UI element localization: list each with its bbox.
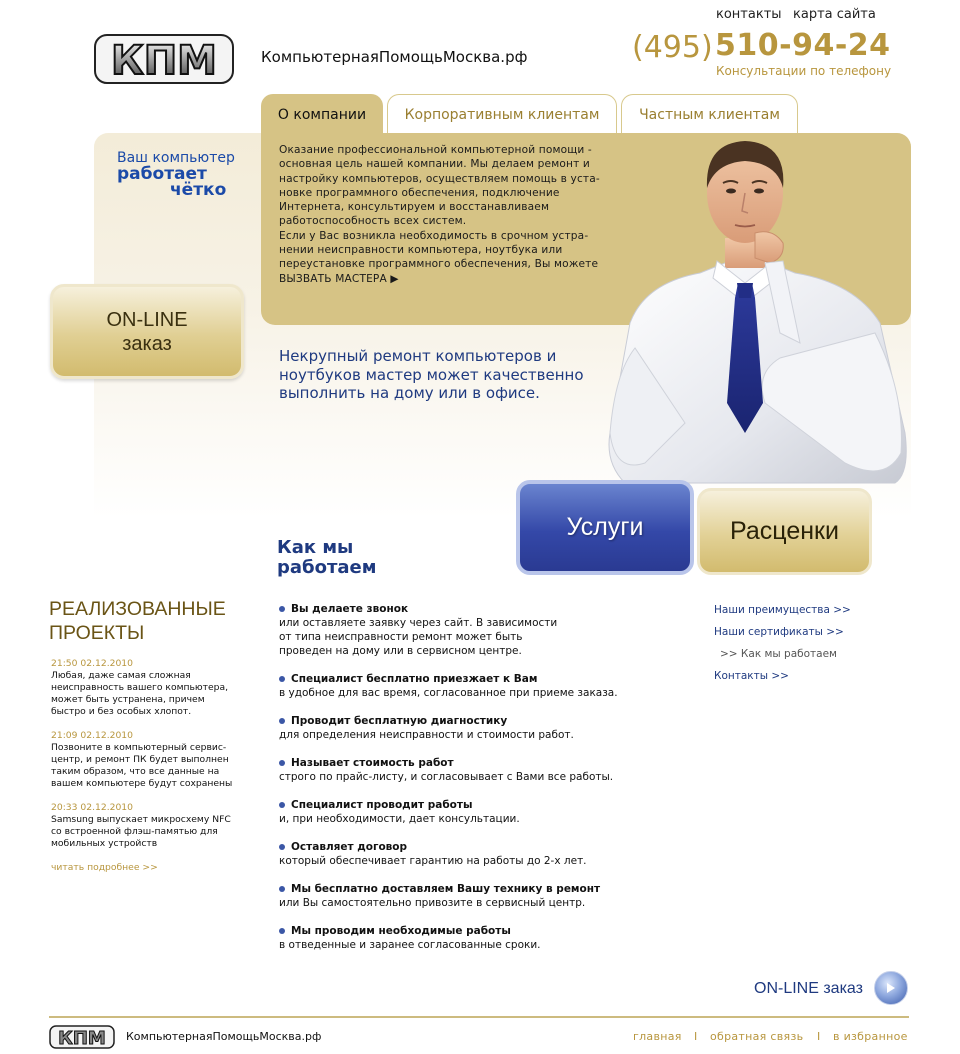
phone-caption: Консультации по телефону bbox=[716, 64, 892, 78]
projects-title-line-1: РЕАЛИЗОВАННЫЕ bbox=[49, 598, 226, 620]
step-item bbox=[279, 924, 639, 952]
news-item[interactable] bbox=[51, 658, 241, 718]
hero-paragraph-1: Оказание профессиональной компьютерной помощи - основная цель нашей компании. Мы делаем ремонт и настройку компьютеров, осуществляем помощь в уста-новке программного обеспечения, подключение Интернета, консультируем и восстанавливаем работоспособность всех систем. bbox=[279, 144, 600, 228]
nav-advantages[interactable]: Наши преимущества >> bbox=[714, 604, 851, 616]
hero-photo bbox=[605, 133, 911, 518]
read-more-link[interactable]: читать подробнее >> bbox=[51, 862, 158, 873]
footer-site-name: КомпьютернаяПомощьМосква.рф bbox=[126, 1030, 322, 1043]
footer-logo[interactable] bbox=[49, 1025, 115, 1049]
news-text: Позвоните в компьютерный сервис-центр, и ремонт ПК будет выполнен таким образом, что все данные на вашем компьютере будут сохранены bbox=[51, 742, 233, 789]
step-desc: или Вы самостоятельно привозите в сервисный центр. bbox=[279, 897, 586, 909]
nav-how-we-work[interactable]: >> Как мы работаем bbox=[720, 648, 837, 660]
slogan-line-3: чётко bbox=[170, 180, 227, 200]
step-desc: и, при необходимости, дает консультации. bbox=[279, 813, 520, 825]
services-button-label: Услуги bbox=[566, 513, 644, 541]
step-item bbox=[279, 882, 639, 910]
nav-certificates[interactable]: Наши сертификаты >> bbox=[714, 626, 844, 638]
news-text: Samsung выпускает микросхему NFC со встроенной флэш-памятью для мобильных устройств bbox=[51, 814, 231, 849]
online-order-label-2: заказ bbox=[122, 332, 172, 355]
step-item bbox=[279, 756, 639, 784]
footer-divider bbox=[49, 1016, 909, 1018]
logo-graphic bbox=[94, 34, 234, 84]
step-title: Мы проводим необходимые работы bbox=[279, 924, 639, 938]
phone-number: 510-94-24 bbox=[715, 28, 891, 63]
slogan-line-2: работает bbox=[117, 164, 207, 184]
arrow-right-icon bbox=[883, 980, 899, 996]
logo[interactable] bbox=[94, 34, 234, 84]
projects-title bbox=[49, 597, 226, 645]
svg-text:КПМ: КПМ bbox=[111, 38, 217, 84]
news-date: 21:09 02.12.2010 bbox=[51, 730, 134, 741]
news-item[interactable] bbox=[51, 802, 241, 850]
call-master-link[interactable]: ВЫЗВАТЬ МАСТЕРА ▶ bbox=[279, 272, 399, 285]
step-title: Оставляет договор bbox=[279, 840, 639, 854]
step-item bbox=[279, 602, 639, 658]
footer-logo-graphic bbox=[49, 1025, 115, 1049]
news-item[interactable] bbox=[51, 730, 241, 790]
news-date: 20:33 02.12.2010 bbox=[51, 802, 134, 813]
news-date: 21:50 02.12.2010 bbox=[51, 658, 134, 669]
hero-paragraph-2 bbox=[279, 229, 609, 286]
step-desc: для определения неисправности и стоимости работ. bbox=[279, 729, 574, 741]
online-order-icon[interactable] bbox=[874, 971, 908, 1005]
step-title: Называет стоимость работ bbox=[279, 756, 639, 770]
slogan-line-1: Ваш компьютер bbox=[117, 150, 235, 166]
nav-contacts[interactable]: Контакты >> bbox=[714, 670, 789, 682]
top-link-sitemap[interactable]: карта сайта bbox=[793, 7, 876, 22]
step-title: Мы бесплатно доставляем Вашу технику в ремонт bbox=[279, 882, 639, 896]
prices-button-label: Расценки bbox=[730, 517, 839, 545]
hero-text bbox=[279, 143, 609, 286]
step-desc: в отведенные и заранее согласованные сроки. bbox=[279, 939, 541, 951]
how-we-work-title-line-2: работаем bbox=[277, 557, 377, 578]
online-order-label-1: ON-LINE bbox=[106, 308, 188, 331]
step-title: Специалист бесплатно приезжает к Вам bbox=[279, 672, 639, 686]
step-item bbox=[279, 714, 639, 742]
footer-link-favorites[interactable]: в избранное bbox=[833, 1030, 908, 1043]
hero-paragraph-2-text: Если у Вас возникла необходимость в срочном устра-нении неисправности компьютера, ноутбука или переустановке программного обеспечения, Вы можете bbox=[279, 229, 599, 271]
how-we-work-title bbox=[277, 538, 376, 578]
site-name: КомпьютернаяПомощьМосква.рф bbox=[261, 48, 528, 66]
step-desc: строго по прайс-листу, и согласовывает с Вами все работы. bbox=[279, 771, 614, 783]
step-item bbox=[279, 798, 639, 826]
footer-link-home[interactable]: главная bbox=[633, 1030, 682, 1043]
news-text: Любая, даже самая сложная неисправность вашего компьютера, может быть устранена, причем быстро и без особых хлопот. bbox=[51, 670, 229, 717]
step-desc: или оставляете заявку через сайт. В зависимости от типа неисправности ремонт может быть проведен на дому или в сервисном центре. bbox=[279, 617, 558, 657]
online-order-button[interactable] bbox=[50, 284, 244, 379]
how-we-work-title-line-1: Как мы bbox=[277, 537, 354, 558]
hero-blue-text: Некрупный ремонт компьютеров и ноутбуков мастер может качественно выполнить на дому или в офисе. bbox=[279, 347, 584, 402]
projects-title-line-2: ПРОЕКТЫ bbox=[49, 622, 145, 644]
tab-private[interactable]: Частным клиентам bbox=[621, 94, 798, 134]
footer-link-feedback[interactable]: обратная связь bbox=[710, 1030, 804, 1043]
step-desc: который обеспечивает гарантию на работы до 2-х лет. bbox=[279, 855, 587, 867]
step-desc: в удобное для вас время, согласованное при приеме заказа. bbox=[279, 687, 618, 699]
svg-text:КПМ: КПМ bbox=[58, 1028, 106, 1049]
tab-about[interactable]: О компании bbox=[261, 94, 383, 134]
online-order-link[interactable]: ON-LINE заказ bbox=[754, 980, 863, 997]
footer-separator: I bbox=[694, 1030, 698, 1043]
step-item bbox=[279, 840, 639, 868]
step-title: Вы делаете звонок bbox=[279, 602, 639, 616]
services-button[interactable] bbox=[516, 480, 694, 575]
phone-prefix: (495) bbox=[632, 30, 713, 65]
step-title: Специалист проводит работы bbox=[279, 798, 639, 812]
tab-corporate[interactable]: Корпоративным клиентам bbox=[387, 94, 617, 134]
footer-separator: I bbox=[817, 1030, 821, 1043]
step-title: Проводит бесплатную диагностику bbox=[279, 714, 639, 728]
step-item bbox=[279, 672, 639, 700]
top-link-contacts[interactable]: контакты bbox=[716, 7, 782, 22]
prices-button[interactable] bbox=[697, 488, 872, 575]
